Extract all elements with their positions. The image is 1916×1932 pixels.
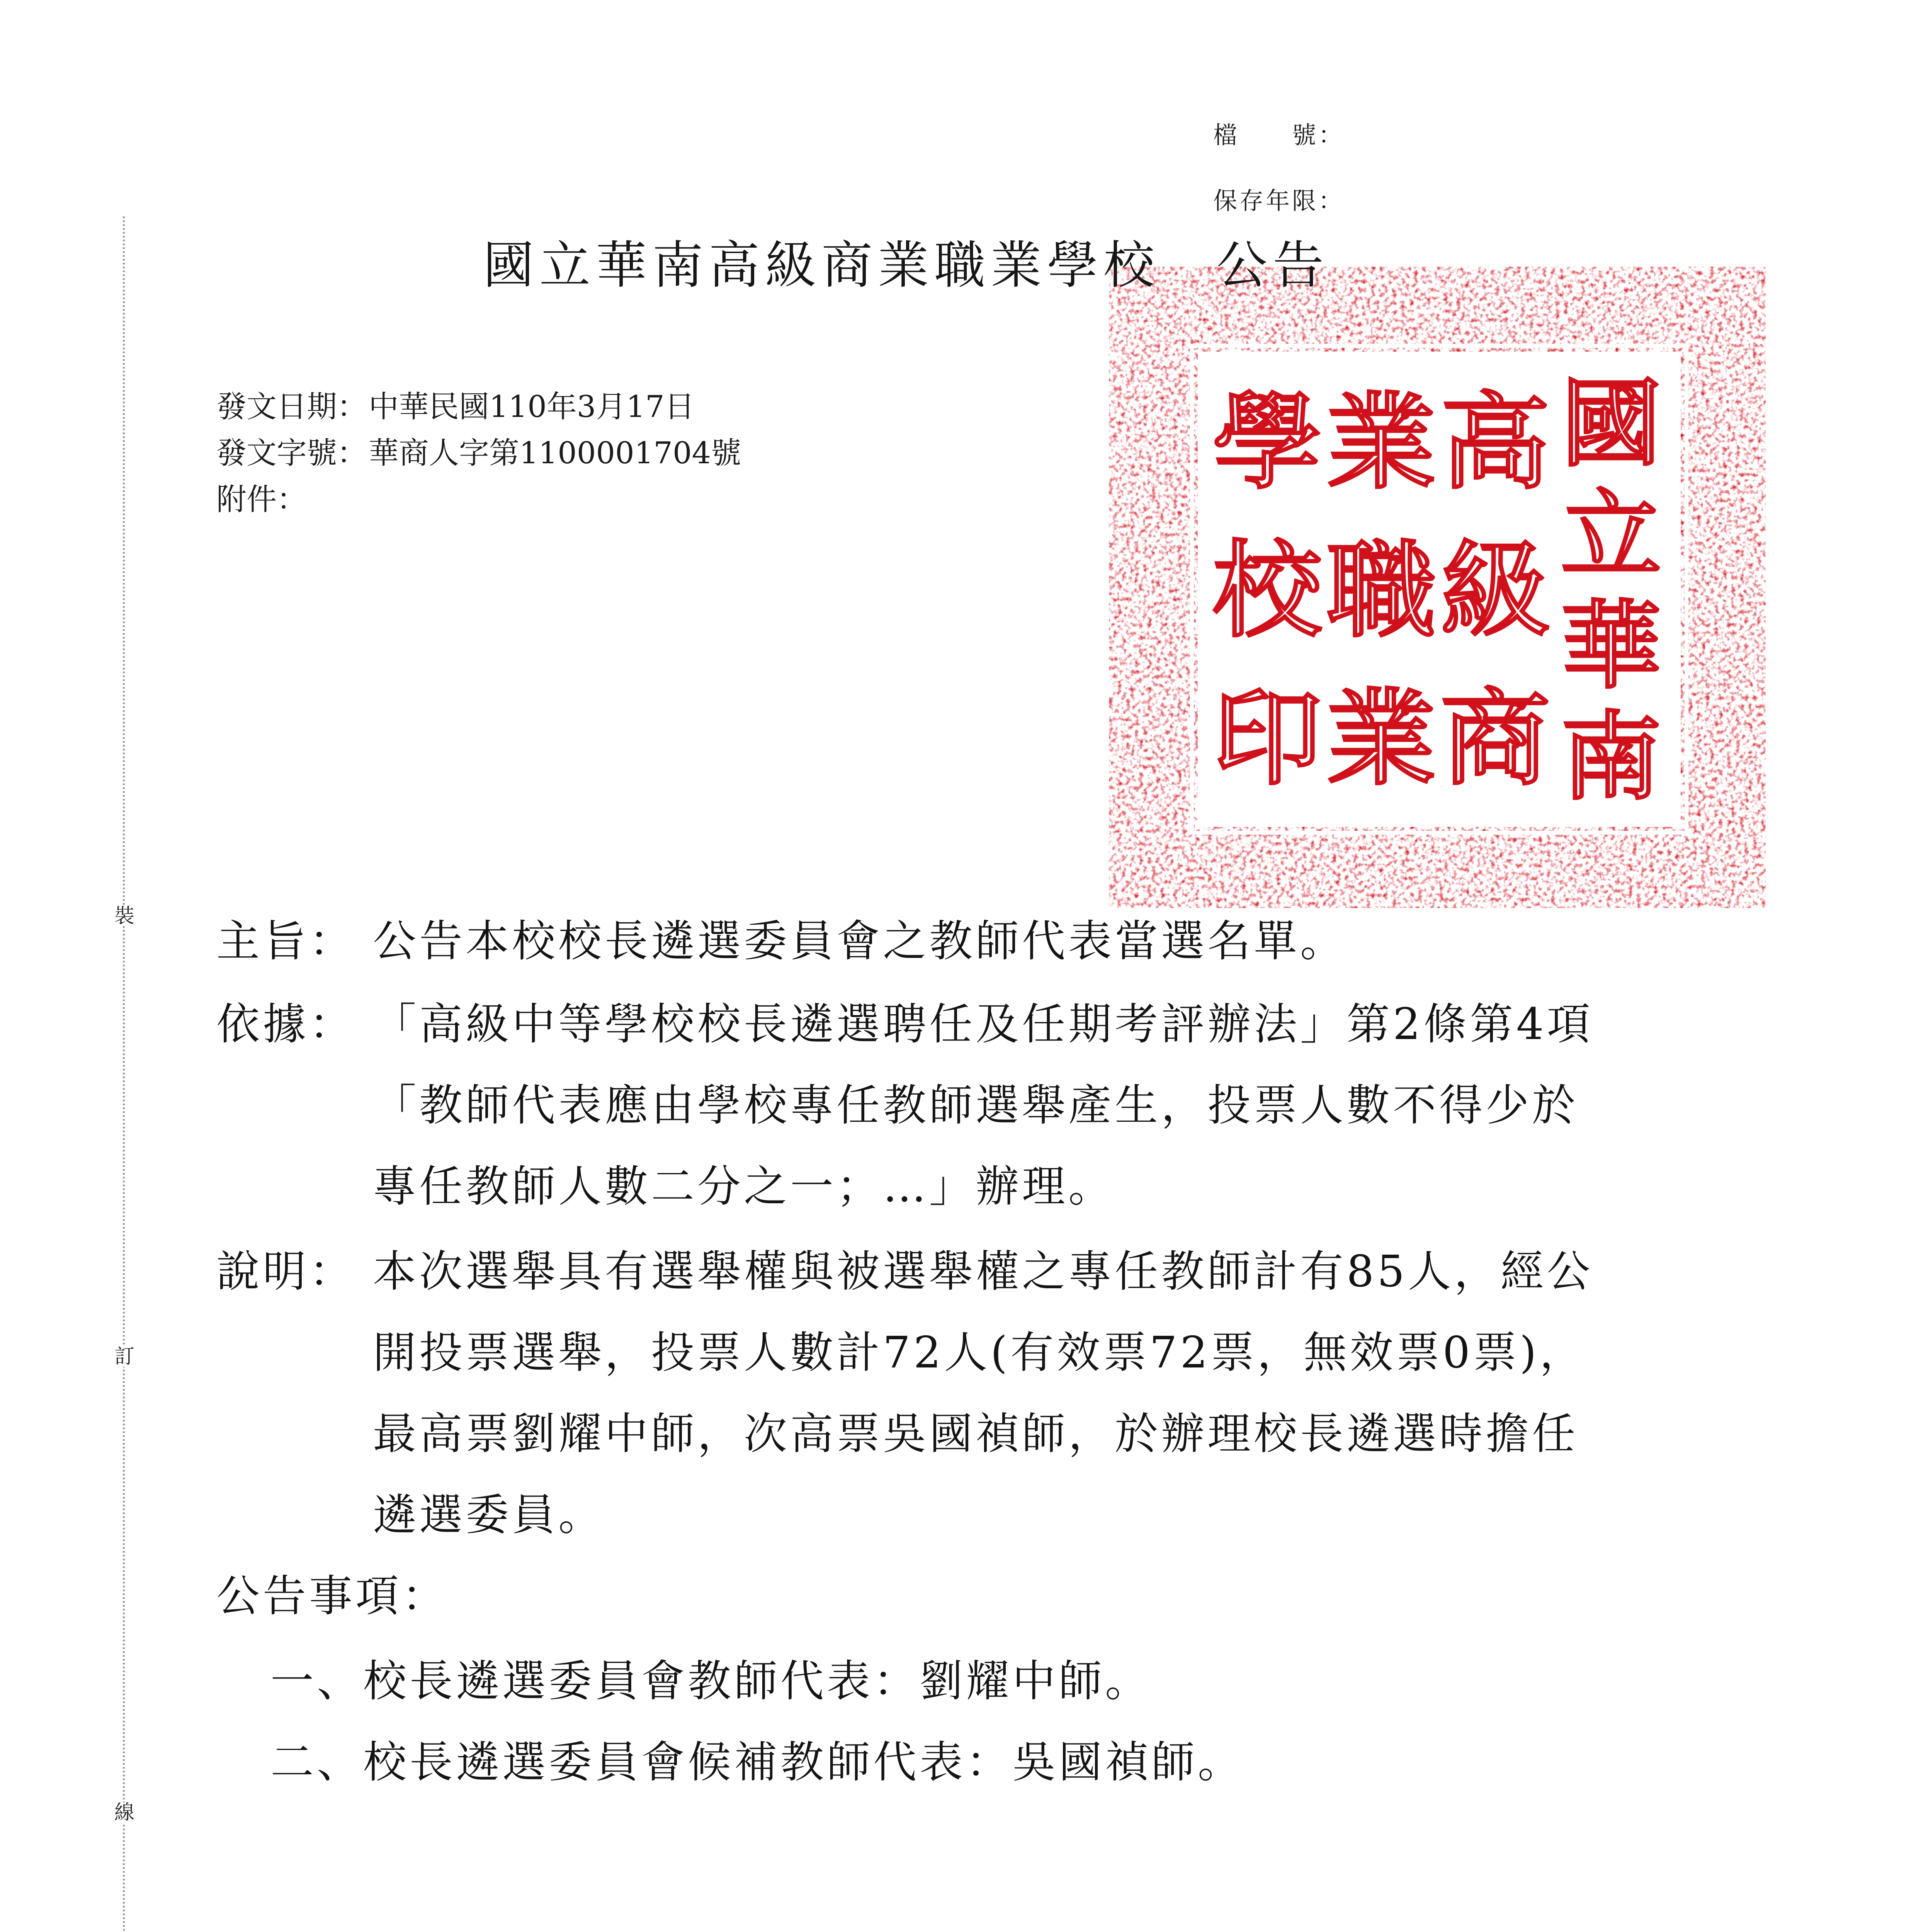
issue-date-row <box>216 383 695 426</box>
seal-character: 立 <box>1561 480 1661 591</box>
seal-character: 印 <box>1212 678 1322 800</box>
attachment-label: 附件： <box>216 482 307 517</box>
basis-label: 依據： <box>216 999 355 1049</box>
notice-item: 二、校長遴選委員會候補教師代表：吳國禎師。 <box>270 1737 1244 1787</box>
seal-character: 華 <box>1561 590 1661 702</box>
seal-character: 業 <box>1326 382 1436 504</box>
basis-line: 專任教師人數二分之一；…」辦理。 <box>373 1162 1115 1212</box>
explanation-label: 說明： <box>216 1247 355 1297</box>
seal-character: 校 <box>1212 530 1322 652</box>
seal-character: 學 <box>1212 382 1322 504</box>
basis-line: 「教師代表應由學校專任教師選舉產生，投票人數不得少於 <box>373 1080 1578 1131</box>
document-title: 國立華南高級商業職業學校 公告 <box>483 236 1329 295</box>
official-seal-stamp <box>1109 267 1766 908</box>
issue-date-value: 中華民國110年3月17日 <box>369 389 695 424</box>
seal-character: 國 <box>1561 368 1661 480</box>
seal-character: 高 <box>1440 382 1550 504</box>
reference-number-value: 華商人字第1100001704號 <box>369 436 741 471</box>
binding-dotted-line <box>123 216 125 1932</box>
explanation-line: 最高票劉耀中師，次高票吳國禎師，於辦理校長遴選時擔任 <box>373 1409 1578 1459</box>
subject-label: 主旨： <box>216 916 355 966</box>
seal-character: 業 <box>1326 678 1436 800</box>
subject-text: 公告本校校長遴選委員會之教師代表當選名單。 <box>373 916 1346 966</box>
notice-heading: 公告事項： <box>216 1571 448 1621</box>
reference-number-row <box>216 429 741 472</box>
seal-character: 級 <box>1440 530 1550 652</box>
binding-mark-middle: 訂 <box>114 1345 135 1368</box>
binding-mark-top: 裝 <box>114 905 135 928</box>
seal-character: 職 <box>1326 530 1436 652</box>
attachment-row <box>216 475 307 519</box>
seal-character: 南 <box>1561 702 1661 813</box>
binding-mark-bottom: 線 <box>114 1801 135 1824</box>
file-number-label: 檔 號： <box>1213 121 1345 149</box>
issue-date-label: 發文日期： <box>216 389 367 424</box>
basis-line: 「高級中等學校校長遴選聘任及任期考評辦法」第2條第4項 <box>373 999 1593 1049</box>
explanation-line: 本次選舉具有選舉權與被選舉權之專任教師計有85人，經公 <box>373 1247 1593 1297</box>
notice-item: 一、校長遴選委員會教師代表：劉耀中師。 <box>270 1656 1151 1706</box>
signature-name <box>777 1920 1356 1932</box>
explanation-line: 遴選委員。 <box>373 1490 605 1540</box>
explanation-line: 開投票選舉，投票人數計72人(有效票72票，無效票0票)， <box>373 1328 1586 1378</box>
retention-period-label: 保存年限： <box>1213 187 1345 215</box>
reference-number-label: 發文字號： <box>216 436 367 471</box>
seal-character: 商 <box>1440 678 1550 800</box>
